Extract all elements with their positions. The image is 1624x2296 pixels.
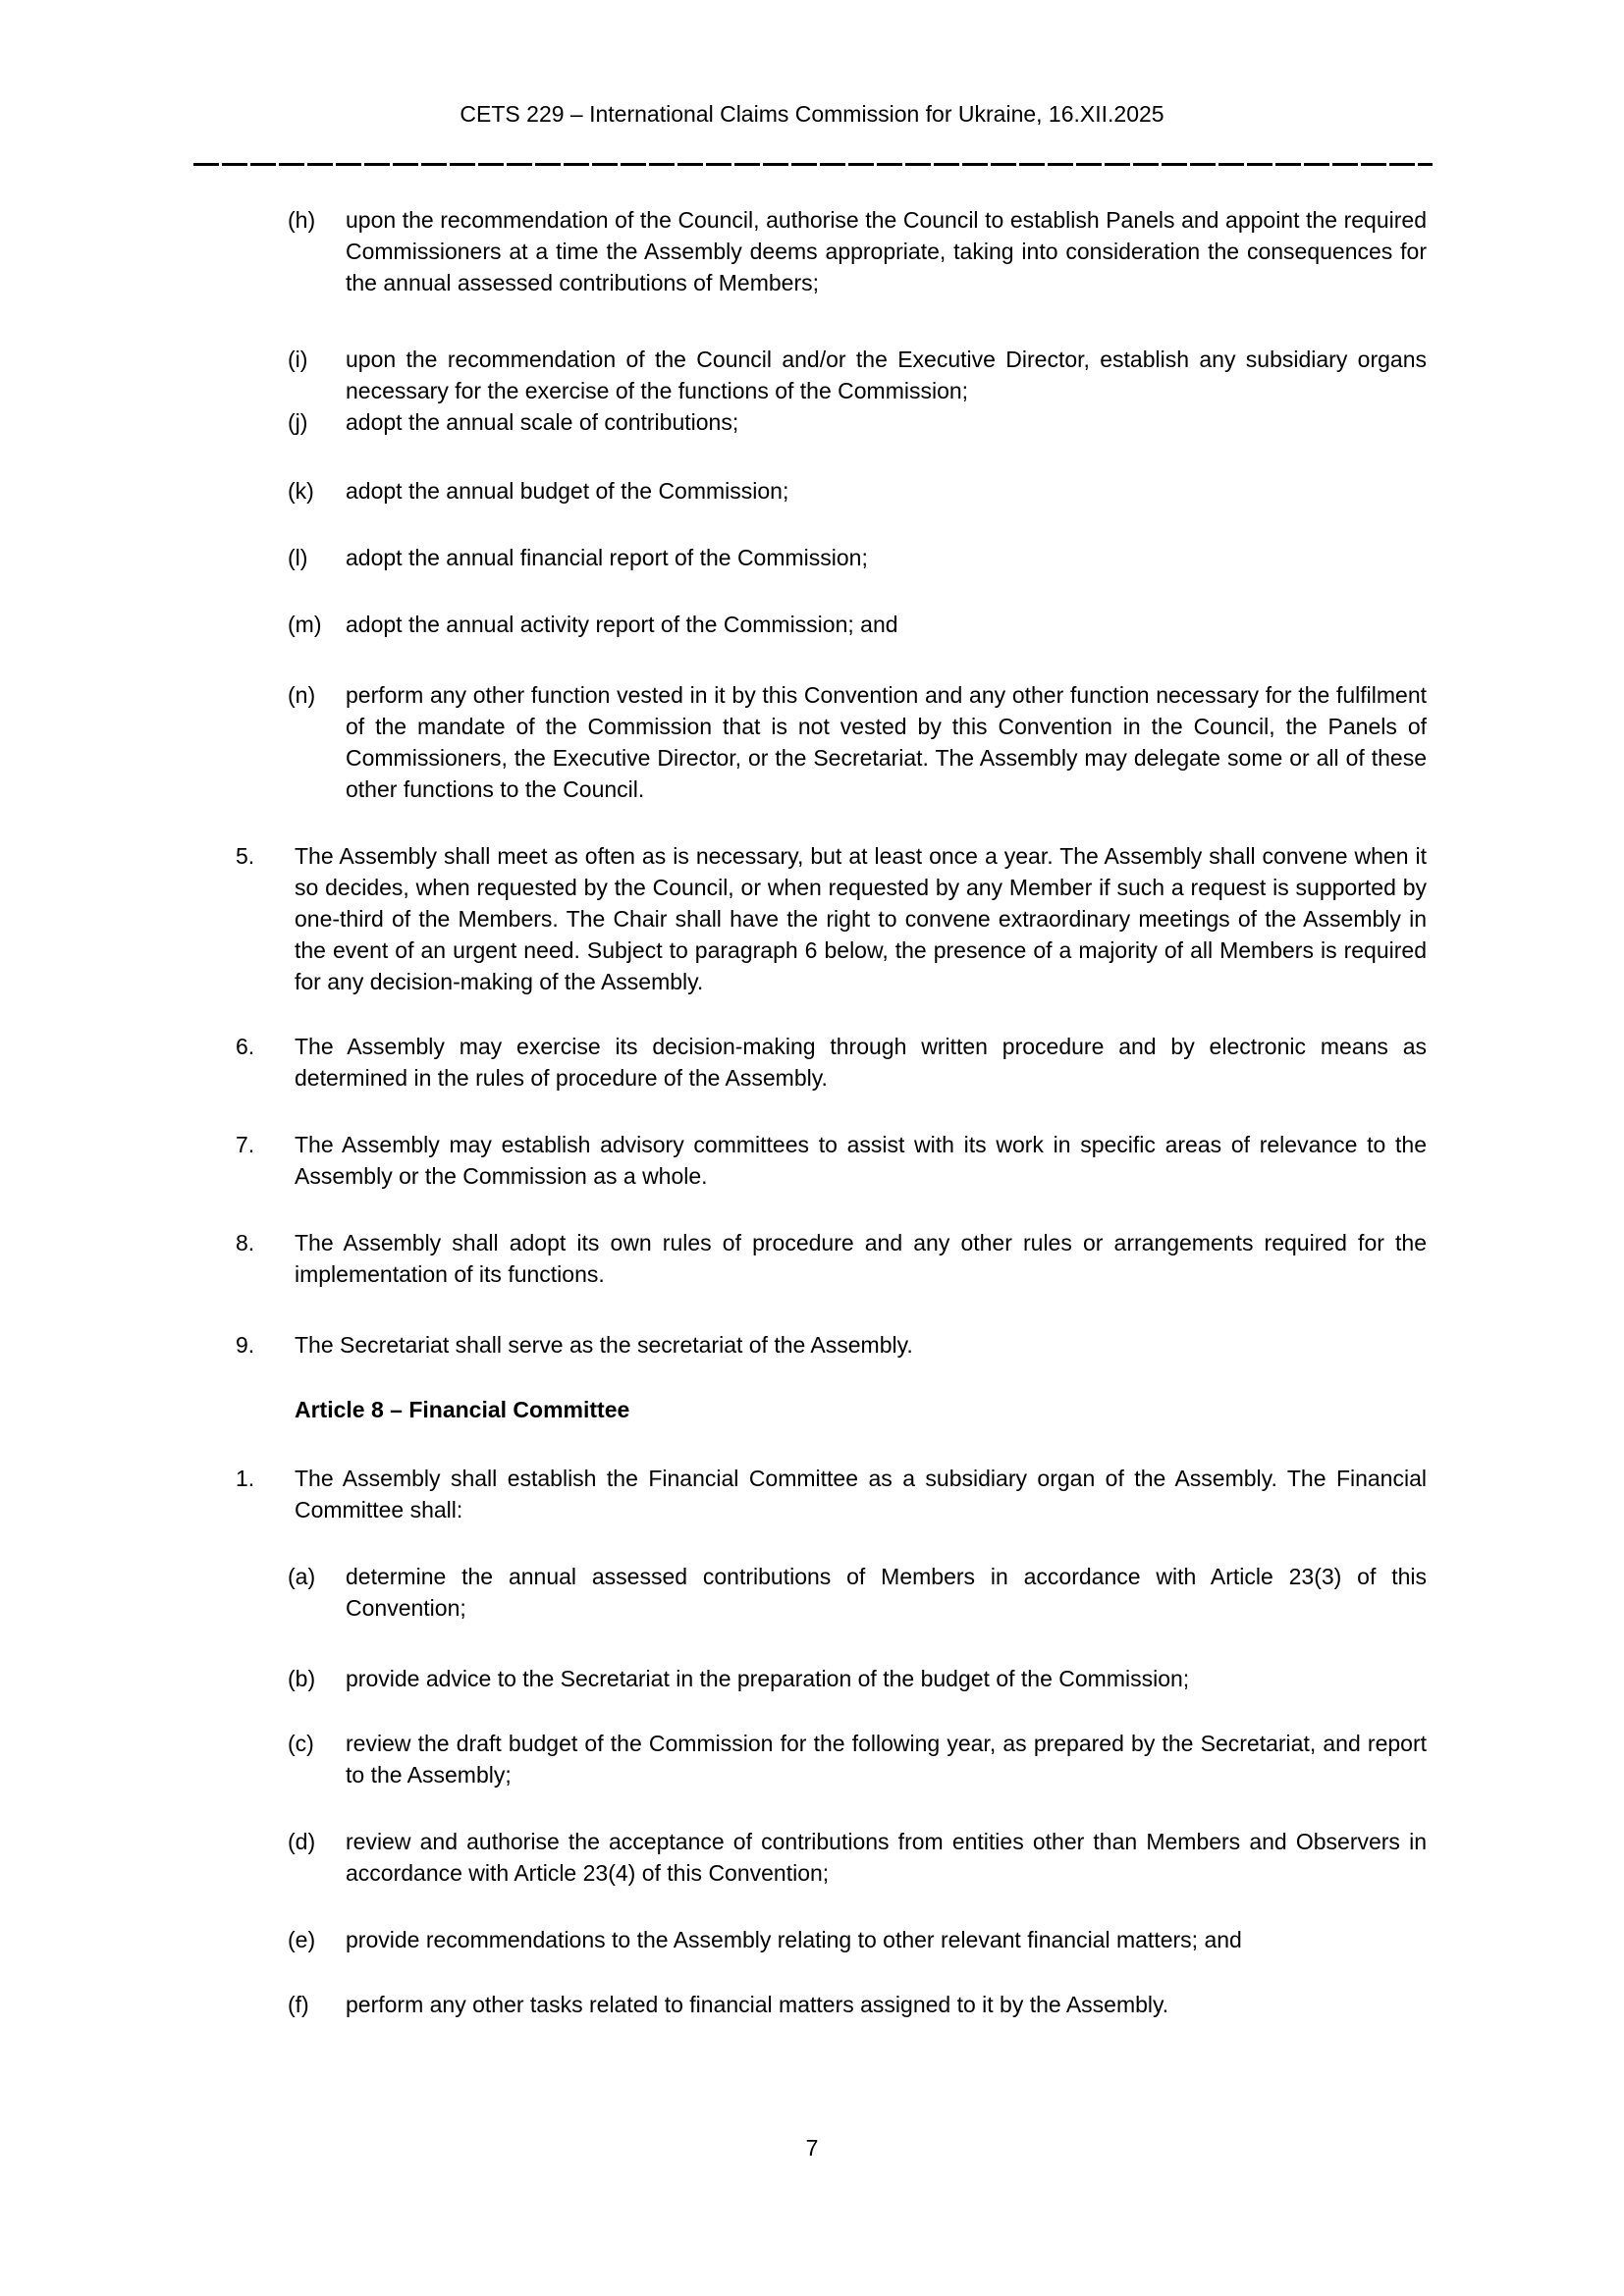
page-number: 7 bbox=[805, 2135, 819, 2161]
task-item-d bbox=[288, 1826, 1624, 1889]
item-text: perform any other tasks related to financial matters assigned to it by the Assembly. bbox=[346, 1992, 1169, 2017]
task-item-e bbox=[288, 1924, 1624, 1955]
item-label: (j) bbox=[288, 409, 308, 435]
item-label: (f) bbox=[288, 1992, 309, 2017]
paragraph-text: The Assembly shall meet as often as is necessary, but at least once a year. The Assembly shall convene when it so decides, when requested by the Council, or when requested by any Member if such a request is supported by one-third of the Members. The Chair shall have the right to convene extraordinary meetings of the Assembly in the event of an urgent need. Subject to paragraph 6 below, the presence of a majority of all Members is required for any decision-making of the Assembly. bbox=[295, 843, 1427, 994]
article-8-heading: Article 8 – Financial Committee bbox=[295, 1397, 630, 1422]
list-item-n bbox=[288, 679, 1624, 805]
task-item-c bbox=[288, 1728, 1624, 1790]
task-item-a bbox=[288, 1561, 1624, 1624]
item-label: (e) bbox=[288, 1927, 316, 1952]
document-body bbox=[0, 204, 1624, 2020]
item-text: determine the annual assessed contributions of Members in accordance with Article 23(3) of this Convention; bbox=[346, 1564, 1427, 1621]
task-item-f bbox=[288, 1989, 1624, 2020]
list-item-l bbox=[288, 542, 1624, 573]
paragraph-text: The Assembly may establish advisory committees to assist with its work in specific areas of relevance to the Assembly or the Commission as a whole. bbox=[295, 1132, 1427, 1189]
item-text: perform any other function vested in it by this Convention and any other function necessary for the fulfilment of the mandate of the Commission that is not vested by this Convention in the Council, the Panels of Commissioners, the Executive Director, or the Secretariat. The Assembly may delegate some or all of these other functions to the Council. bbox=[346, 682, 1427, 802]
paragraph-text: The Assembly may exercise its decision-making through written procedure and by electronic means as determined in the rules of procedure of the Assembly. bbox=[295, 1034, 1427, 1091]
item-text: adopt the annual financial report of the Commission; bbox=[346, 545, 868, 570]
item-label: (h) bbox=[288, 207, 316, 233]
item-label: (d) bbox=[288, 1829, 316, 1854]
paragraph-number: 9. bbox=[236, 1332, 255, 1358]
item-text: review the draft budget of the Commission for the following year, as prepared by the Secretariat, and report to the Assembly; bbox=[346, 1731, 1427, 1788]
item-text: provide advice to the Secretariat in the preparation of the budget of the Commission; bbox=[346, 1666, 1190, 1691]
item-label: (b) bbox=[288, 1666, 316, 1691]
list-item-m bbox=[288, 609, 1624, 640]
item-label: (m) bbox=[288, 612, 322, 637]
item-label: (n) bbox=[288, 682, 316, 708]
document-header-title: CETS 229 – International Claims Commission for Ukraine, 16.XII.2025 bbox=[460, 101, 1164, 127]
paragraph-text: The Assembly shall adopt its own rules of procedure and any other rules or arrangements required for the implementation of its functions. bbox=[295, 1230, 1427, 1287]
item-label: (l) bbox=[288, 545, 308, 570]
item-label: (c) bbox=[288, 1731, 314, 1756]
paragraph-number: 8. bbox=[236, 1230, 255, 1255]
item-text: adopt the annual budget of the Commission; bbox=[346, 478, 789, 504]
paragraph-text: The Assembly shall establish the Financial Committee as a subsidiary organ of the Assembly. The Financial Committee shall: bbox=[295, 1466, 1427, 1522]
item-text: provide recommendations to the Assembly relating to other relevant financial matters; and bbox=[346, 1927, 1242, 1952]
paragraph-9 bbox=[236, 1329, 1624, 1361]
task-item-b bbox=[288, 1663, 1624, 1694]
list-item-j bbox=[288, 406, 1624, 438]
paragraph-text: The Secretariat shall serve as the secretariat of the Assembly. bbox=[295, 1332, 913, 1358]
paragraph-number: 6. bbox=[236, 1034, 255, 1059]
article-8-paragraph-1 bbox=[236, 1463, 1624, 1525]
paragraph-number: 7. bbox=[236, 1132, 255, 1157]
list-item-i bbox=[288, 344, 1624, 406]
item-label: (k) bbox=[288, 478, 314, 504]
item-label: (a) bbox=[288, 1564, 316, 1589]
paragraph-number: 5. bbox=[236, 843, 255, 869]
paragraph-6 bbox=[236, 1031, 1624, 1094]
item-text: adopt the annual activity report of the Commission; and bbox=[346, 612, 898, 637]
item-text: upon the recommendation of the Council, authorise the Council to establish Panels and appoint the required Commissioners at a time the Assembly deems appropriate, taking into consideration the consequences for the annual assessed contributions of Members; bbox=[346, 207, 1427, 295]
item-text: adopt the annual scale of contributions; bbox=[346, 409, 739, 435]
paragraph-7 bbox=[236, 1129, 1624, 1192]
list-item-h bbox=[288, 204, 1624, 298]
item-text: review and authorise the acceptance of contributions from entities other than Members and Observers in accordance with Article 23(4) of this Convention; bbox=[346, 1829, 1427, 1886]
item-text: upon the recommendation of the Council and/or the Executive Director, establish any subsidiary organs necessary for the exercise of the functions of the Commission; bbox=[346, 347, 1427, 403]
list-item-k bbox=[288, 475, 1624, 507]
item-label: (i) bbox=[288, 347, 308, 372]
header-rule bbox=[193, 163, 1433, 166]
paragraph-8 bbox=[236, 1227, 1624, 1290]
paragraph-number: 1. bbox=[236, 1466, 255, 1491]
paragraph-5 bbox=[236, 840, 1624, 997]
